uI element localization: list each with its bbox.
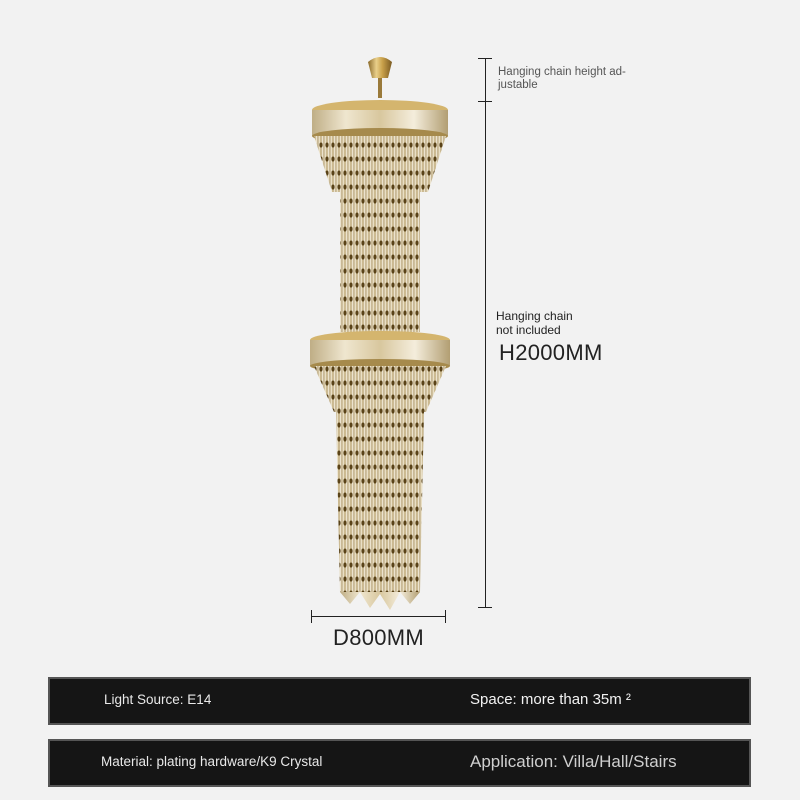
chain-included-note: [496, 309, 616, 337]
diameter-dimension-right-cap: [445, 610, 446, 623]
chain-included-line-2: not included: [496, 323, 561, 337]
spec-box-light-space: [48, 677, 751, 725]
material-spec: Material: plating hardware/K9 Crystal: [101, 754, 323, 769]
light-source-spec: Light Source: E14: [104, 692, 212, 707]
height-dimension-line: [485, 58, 486, 608]
chain-adjustable-line-1: Hanging chain height ad-: [498, 66, 626, 78]
application-spec: Application: Villa/Hall/Stairs: [470, 752, 677, 771]
diameter-label: D800MM: [333, 625, 425, 650]
space-spec: Space: more than 35m ²: [470, 691, 631, 708]
chain-adjustable-note: [498, 66, 658, 92]
spec-box-material-application: [48, 739, 751, 787]
crystal-chandelier-image: [300, 52, 460, 612]
diameter-dimension-left-cap: [311, 610, 312, 623]
height-label: H2000MM: [499, 340, 603, 365]
diameter-dimension-line: [311, 616, 446, 617]
height-dimension-top-tick: [478, 58, 492, 59]
chain-adjustable-line-2: justable: [498, 79, 538, 91]
chain-dimension-tick: [478, 101, 492, 102]
height-dimension-bottom-tick: [478, 607, 492, 608]
chain-included-line-1: Hanging chain: [496, 309, 573, 323]
